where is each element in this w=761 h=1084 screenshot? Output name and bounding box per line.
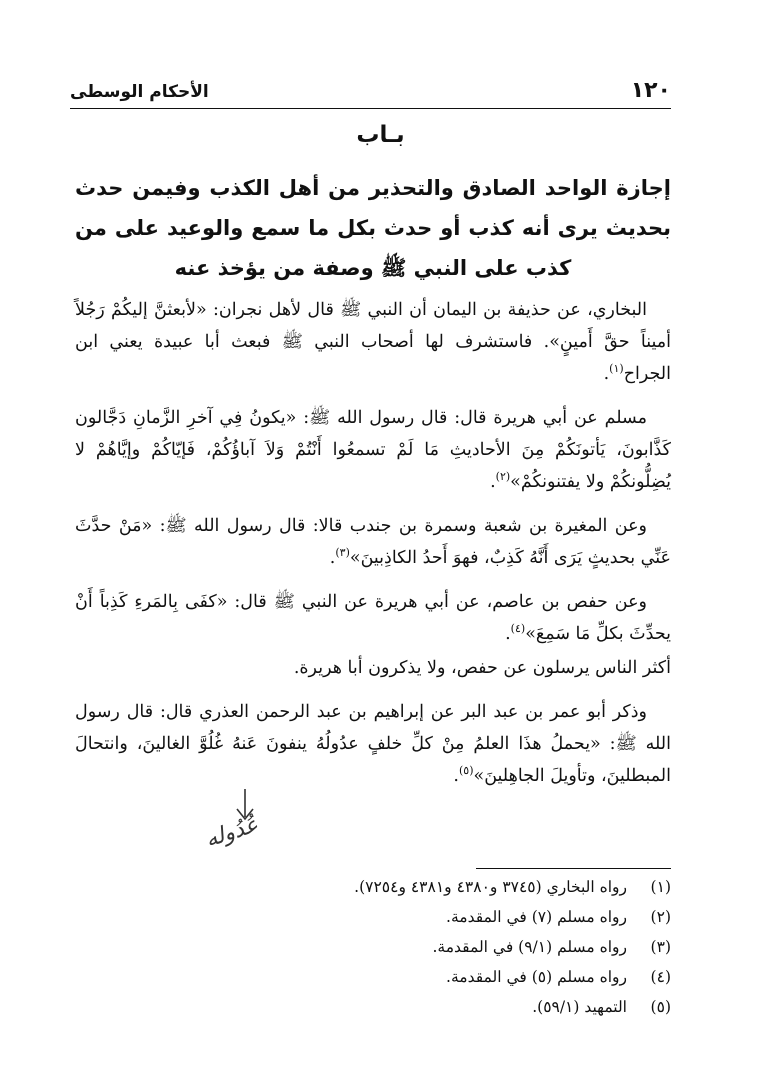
book-title: الأحكام الوسطى (70, 82, 209, 102)
paragraph-hafs: وعن حفص بن عاصم، عن أبي هريرة عن النبي ﷺ قال: «كفَى بِالمَرءِ كَذِباً أَنْ يحدِّثَ بكلِّ مَا سَمِعَ»$^{(٤)}$. (75, 592, 671, 644)
footnote-item (75, 902, 671, 932)
paragraph-muslim: مسلم عن أبي هريرة قال: قال رسول الله ﷺ: «يكونُ فِي آخرِ الزَّمانِ دَجَّالون كَذَّابونَ، يَأتونَكُمْ مِنَ الأحاديثِ مَا لَمْ تسمعُوا أَنْتُمْ وَلاَ آباؤُكُمْ، فَإيّاكُمْ وإيَّاهُمْ لا يُضِلُّونكُمْ ولا يفتنونكُمْ»$^{(٢)}$. (75, 408, 671, 492)
footnote-text: رواه البخاري (٣٧٤٥ و٤٣٨٠ و٤٣٨١ و٧٢٥٤). (354, 878, 627, 896)
footnotes-list (75, 872, 671, 1022)
paragraph-note: أكثر الناس يرسلون عن حفص، ولا يذكرون أبا هريرة. (293, 658, 671, 678)
footnote-ref: (٥) (458, 764, 474, 778)
footnote-text: رواه مسلم (٥) في المقدمة. (446, 968, 627, 986)
footnote-ref: (٤) (510, 622, 526, 636)
footnote-item (75, 992, 671, 1022)
footnote-number: (٥) (650, 998, 671, 1016)
footnote-ref: (١) (609, 362, 624, 376)
footnote-item (75, 872, 671, 902)
footnote-number: (٢) (650, 908, 671, 926)
footnote-number: (٤) (650, 968, 671, 986)
footnote-number: (٣) (650, 938, 671, 956)
footnote-ref: (٢) (495, 470, 511, 484)
page-number: ١٢٠ (630, 78, 671, 103)
chapter-title: إجازة الواحد الصادق والتحذير من أهل الكذب وفيمن حدث بحديث يرى أنه كذب أو حدث بكل ما سمع والوعيد على من كذب على النبي ﷺ وصفة من يؤخذ عنه (75, 176, 671, 280)
body-text (75, 294, 671, 804)
running-header (70, 78, 671, 109)
footnote-number: (١) (650, 878, 671, 896)
footnote-divider (476, 868, 671, 869)
footnote-text: رواه مسلم (٧) في المقدمة. (446, 908, 627, 926)
paragraph-mughira: وعن المغيرة بن شعبة وسمرة بن جندب قالا: قال رسول الله ﷺ: «مَنْ حدَّثَ عَنِّي بحديثٍ يَرَى أَنَّهُ كَذِبٌ، فهوَ أَحدُ الكاذِبينَ»$^{(٣)}$. (75, 516, 671, 568)
paragraph-bukhari: البخاري، عن حذيفة بن اليمان أن النبي ﷺ قال لأهل نجران: «لأبعثنَّ إليكُمْ رَجُلاً أميناً حقَّ أَمينٍ». فاستشرف لها أصحاب النبي ﷺ فبعث أبا عبيدة يعني ابن الجراح$^{(١)}$. (75, 300, 671, 384)
handwritten-note: عُدُوله (202, 812, 262, 853)
footnote-item (75, 962, 671, 992)
chapter-label: بـاب (356, 122, 405, 148)
footnote-text: رواه مسلم (٩/١) في المقدمة. (432, 938, 627, 956)
footnote-ref: (٣) (335, 546, 350, 560)
footnote-text: التمهيد (٥٩/١). (532, 998, 627, 1016)
paragraph-ibn-abd-albarr: وذكر أبو عمر بن عبد البر عن إبراهيم بن عبد الرحمن العذري قال: قال رسول الله ﷺ: «يحملُ هذَا العلمُ مِنْ كلِّ خلفٍ عدُولُهُ ينفونَ عَنهُ غُلُوَّ الغالينَ، وانتحالَ المبطلينَ، وتأويلَ الجاهِلينَ»$^{(٥)}$. (75, 702, 671, 786)
footnote-item (75, 932, 671, 962)
